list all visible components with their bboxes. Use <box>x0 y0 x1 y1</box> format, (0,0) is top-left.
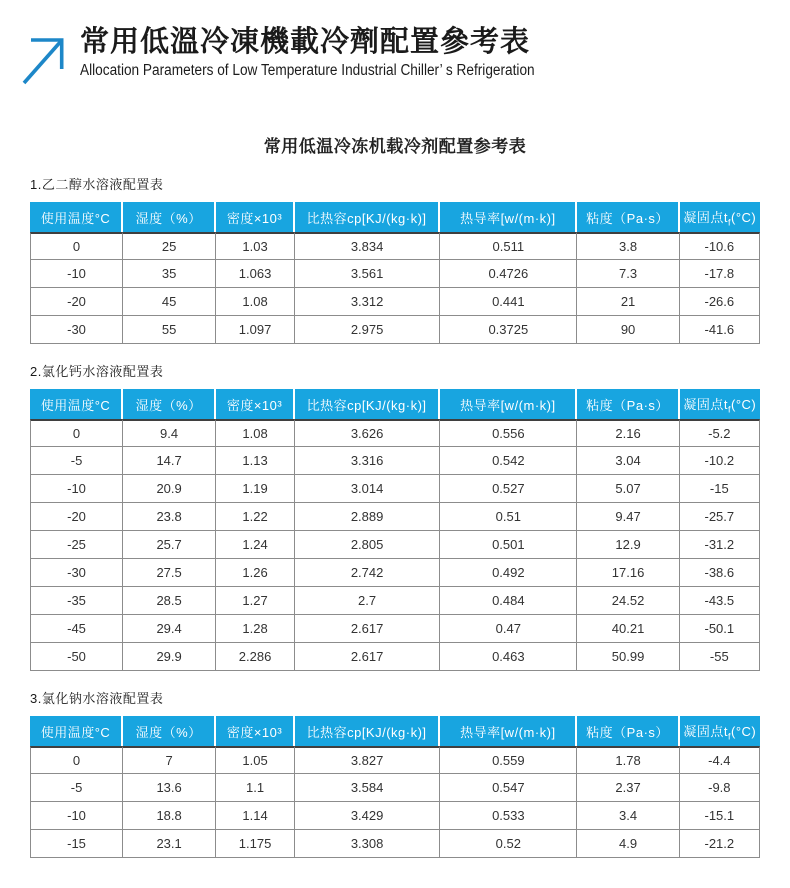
section-label: 3.氯化钠水溶液配置表 <box>30 691 164 706</box>
table-cell: 40.21 <box>577 615 679 643</box>
table-cell: 3.014 <box>295 475 440 503</box>
table-cell: 0.556 <box>440 419 577 447</box>
table-row <box>30 615 760 643</box>
table-cell: -17.8 <box>680 260 760 288</box>
table-cell: 13.6 <box>123 774 216 802</box>
column-header: 湿度（%） <box>123 202 216 232</box>
table-cell: 1.13 <box>216 447 295 475</box>
column-header: 密度×10³ <box>216 716 295 746</box>
header-titles <box>80 26 597 80</box>
column-header: 粘度（Pa·s） <box>577 202 679 232</box>
table-cell: 24.52 <box>577 587 679 615</box>
table-cell: 1.05 <box>216 746 295 774</box>
table-cell: 0.547 <box>440 774 577 802</box>
table-cell: 0 <box>30 746 123 774</box>
table-cell: 2.975 <box>295 316 440 344</box>
table-cell: 18.8 <box>123 802 216 830</box>
column-header: 湿度（%） <box>123 389 216 419</box>
table-cell: -5.2 <box>680 419 760 447</box>
table-row <box>30 232 760 260</box>
table-cell: 2.889 <box>295 503 440 531</box>
table-cell: -31.2 <box>680 531 760 559</box>
table-cell: 1.78 <box>577 746 679 774</box>
table-cell: 7 <box>123 746 216 774</box>
table-cell: 3.429 <box>295 802 440 830</box>
table-ethylene-glycol <box>30 202 760 344</box>
table-cell: 1.19 <box>216 475 295 503</box>
table-cell: 2.742 <box>295 559 440 587</box>
table-cell: -10 <box>30 260 123 288</box>
table-cell: 0 <box>30 232 123 260</box>
table-cell: 0.3725 <box>440 316 577 344</box>
table-cell: 14.7 <box>123 447 216 475</box>
table-cell: 9.4 <box>123 419 216 447</box>
table-cell: 1.08 <box>216 288 295 316</box>
table-cell: -10 <box>30 802 123 830</box>
column-header: 比热容cp[KJ/(kg·k)] <box>295 716 440 746</box>
table-cell: 1.097 <box>216 316 295 344</box>
table-cell: -4.4 <box>680 746 760 774</box>
table-cell: 2.37 <box>577 774 679 802</box>
table-cell: 7.3 <box>577 260 679 288</box>
table-cell: 3.04 <box>577 447 679 475</box>
table-cell: 0.484 <box>440 587 577 615</box>
section-calcium-chloride <box>30 361 760 671</box>
table-row <box>30 774 760 802</box>
table-cell: -10.6 <box>680 232 760 260</box>
page-title: 常用低溫冷凍機載冷劑配置參考表 <box>80 26 531 58</box>
table-cell: -20 <box>30 503 123 531</box>
table-cell: 2.805 <box>295 531 440 559</box>
column-header: 热导率[w/(m·k)] <box>440 389 577 419</box>
column-header: 密度×10³ <box>216 389 295 419</box>
table-cell: 29.9 <box>123 643 216 671</box>
table-cell: -26.6 <box>680 288 760 316</box>
table-cell: 3.561 <box>295 260 440 288</box>
table-cell: -15 <box>680 475 760 503</box>
table-cell: 28.5 <box>123 587 216 615</box>
table-cell: 2.617 <box>295 615 440 643</box>
page-header <box>18 26 790 86</box>
table-row <box>30 260 760 288</box>
section-label: 2.氯化钙水溶液配置表 <box>30 364 164 379</box>
table-cell: 21 <box>577 288 679 316</box>
table-cell: 0.501 <box>440 531 577 559</box>
table-cell: 0.51 <box>440 503 577 531</box>
table-cell: 1.03 <box>216 232 295 260</box>
table-cell: 1.26 <box>216 559 295 587</box>
table-cell: 45 <box>123 288 216 316</box>
section-sodium-chloride <box>30 688 760 858</box>
table-cell: 0.542 <box>440 447 577 475</box>
table-cell: 0.52 <box>440 830 577 858</box>
table-row <box>30 475 760 503</box>
column-header: 比热容cp[KJ/(kg·k)] <box>295 202 440 232</box>
table-cell: 1.22 <box>216 503 295 531</box>
column-header: 比热容cp[KJ/(kg·k)] <box>295 389 440 419</box>
table-cell: -41.6 <box>680 316 760 344</box>
table-cell: 0.4726 <box>440 260 577 288</box>
table-row <box>30 746 760 774</box>
table-row <box>30 503 760 531</box>
table-cell: -30 <box>30 559 123 587</box>
table-cell: 29.4 <box>123 615 216 643</box>
table-row <box>30 643 760 671</box>
table-cell: -45 <box>30 615 123 643</box>
column-header: 湿度（%） <box>123 716 216 746</box>
table-header-row <box>30 716 760 746</box>
table-cell: 3.584 <box>295 774 440 802</box>
column-header: 粘度（Pa·s） <box>577 716 679 746</box>
table-cell: 90 <box>577 316 679 344</box>
table-cell: 0.441 <box>440 288 577 316</box>
column-header: 使用温度°C <box>30 389 123 419</box>
table-cell: -25 <box>30 531 123 559</box>
table-cell: 3.834 <box>295 232 440 260</box>
table-header-row <box>30 389 760 419</box>
table-cell: 55 <box>123 316 216 344</box>
table-cell: 5.07 <box>577 475 679 503</box>
table-cell: 1.14 <box>216 802 295 830</box>
table-cell: 0.463 <box>440 643 577 671</box>
table-cell: 3.316 <box>295 447 440 475</box>
table-cell: -35 <box>30 587 123 615</box>
column-header: 粘度（Pa·s） <box>577 389 679 419</box>
table-cell: 2.16 <box>577 419 679 447</box>
table-cell: -15 <box>30 830 123 858</box>
table-cell: 23.8 <box>123 503 216 531</box>
table-cell: -20 <box>30 288 123 316</box>
table-row <box>30 802 760 830</box>
table-cell: -38.6 <box>680 559 760 587</box>
table-cell: 1.063 <box>216 260 295 288</box>
table-cell: -50.1 <box>680 615 760 643</box>
table-cell: -15.1 <box>680 802 760 830</box>
table-cell: 3.312 <box>295 288 440 316</box>
column-header: 热导率[w/(m·k)] <box>440 716 577 746</box>
table-cell: 0 <box>30 419 123 447</box>
column-header: 密度×10³ <box>216 202 295 232</box>
table-cell: 1.175 <box>216 830 295 858</box>
table-cell: -55 <box>680 643 760 671</box>
table-cell: -10 <box>30 475 123 503</box>
table-row <box>30 288 760 316</box>
table-cell: 1.28 <box>216 615 295 643</box>
table-cell: 3.4 <box>577 802 679 830</box>
column-header: 热导率[w/(m·k)] <box>440 202 577 232</box>
table-cell: -25.7 <box>680 503 760 531</box>
table-cell: -9.8 <box>680 774 760 802</box>
table-row <box>30 419 760 447</box>
table-cell: 23.1 <box>123 830 216 858</box>
table-cell: 1.27 <box>216 587 295 615</box>
table-cell: 3.827 <box>295 746 440 774</box>
table-cell: 0.492 <box>440 559 577 587</box>
table-cell: 3.308 <box>295 830 440 858</box>
column-header: 使用温度°C <box>30 202 123 232</box>
table-cell: -43.5 <box>680 587 760 615</box>
table-cell: 20.9 <box>123 475 216 503</box>
table-cell: 2.617 <box>295 643 440 671</box>
document-title: 常用低温冷冻机载冷剂配置参考表 <box>263 137 527 156</box>
table-cell: 0.511 <box>440 232 577 260</box>
table-cell: 2.7 <box>295 587 440 615</box>
table-cell: 1.08 <box>216 419 295 447</box>
table-cell: 50.99 <box>577 643 679 671</box>
column-header: 使用温度°C <box>30 716 123 746</box>
table-cell: 0.533 <box>440 802 577 830</box>
table-sodium-chloride <box>30 716 760 858</box>
section-ethylene-glycol <box>30 174 760 344</box>
table-cell: 35 <box>123 260 216 288</box>
table-cell: 25.7 <box>123 531 216 559</box>
table-cell: 2.286 <box>216 643 295 671</box>
table-row <box>30 830 760 858</box>
table-cell: 0.47 <box>440 615 577 643</box>
table-cell: 27.5 <box>123 559 216 587</box>
table-cell: 1.1 <box>216 774 295 802</box>
column-header: 凝固点$t_f(^\circ C)$ <box>680 716 760 746</box>
table-cell: 17.16 <box>577 559 679 587</box>
table-cell: -21.2 <box>680 830 760 858</box>
table-cell: 25 <box>123 232 216 260</box>
table-calcium-chloride <box>30 389 760 671</box>
table-row <box>30 587 760 615</box>
table-cell: 3.626 <box>295 419 440 447</box>
column-header: 凝固点$t_f(^\circ C)$ <box>680 202 760 232</box>
table-row <box>30 559 760 587</box>
table-cell: 9.47 <box>577 503 679 531</box>
table-cell: 0.527 <box>440 475 577 503</box>
table-cell: -5 <box>30 447 123 475</box>
table-cell: 4.9 <box>577 830 679 858</box>
page-subtitle: Allocation Parameters of Low Temperature Industrial Chiller’ s Refrigeration <box>80 62 535 80</box>
table-row <box>30 316 760 344</box>
table-cell: 3.8 <box>577 232 679 260</box>
table-cell: -50 <box>30 643 123 671</box>
table-header-row <box>30 202 760 232</box>
table-row <box>30 531 760 559</box>
table-cell: -5 <box>30 774 123 802</box>
table-cell: 0.559 <box>440 746 577 774</box>
table-cell: -30 <box>30 316 123 344</box>
table-cell: 12.9 <box>577 531 679 559</box>
table-row <box>30 447 760 475</box>
section-label: 1.乙二醇水溶液配置表 <box>30 177 164 192</box>
brand-arrow-icon <box>18 28 70 86</box>
column-header: 凝固点$t_f(^\circ C)$ <box>680 389 760 419</box>
table-cell: -10.2 <box>680 447 760 475</box>
table-cell: 1.24 <box>216 531 295 559</box>
